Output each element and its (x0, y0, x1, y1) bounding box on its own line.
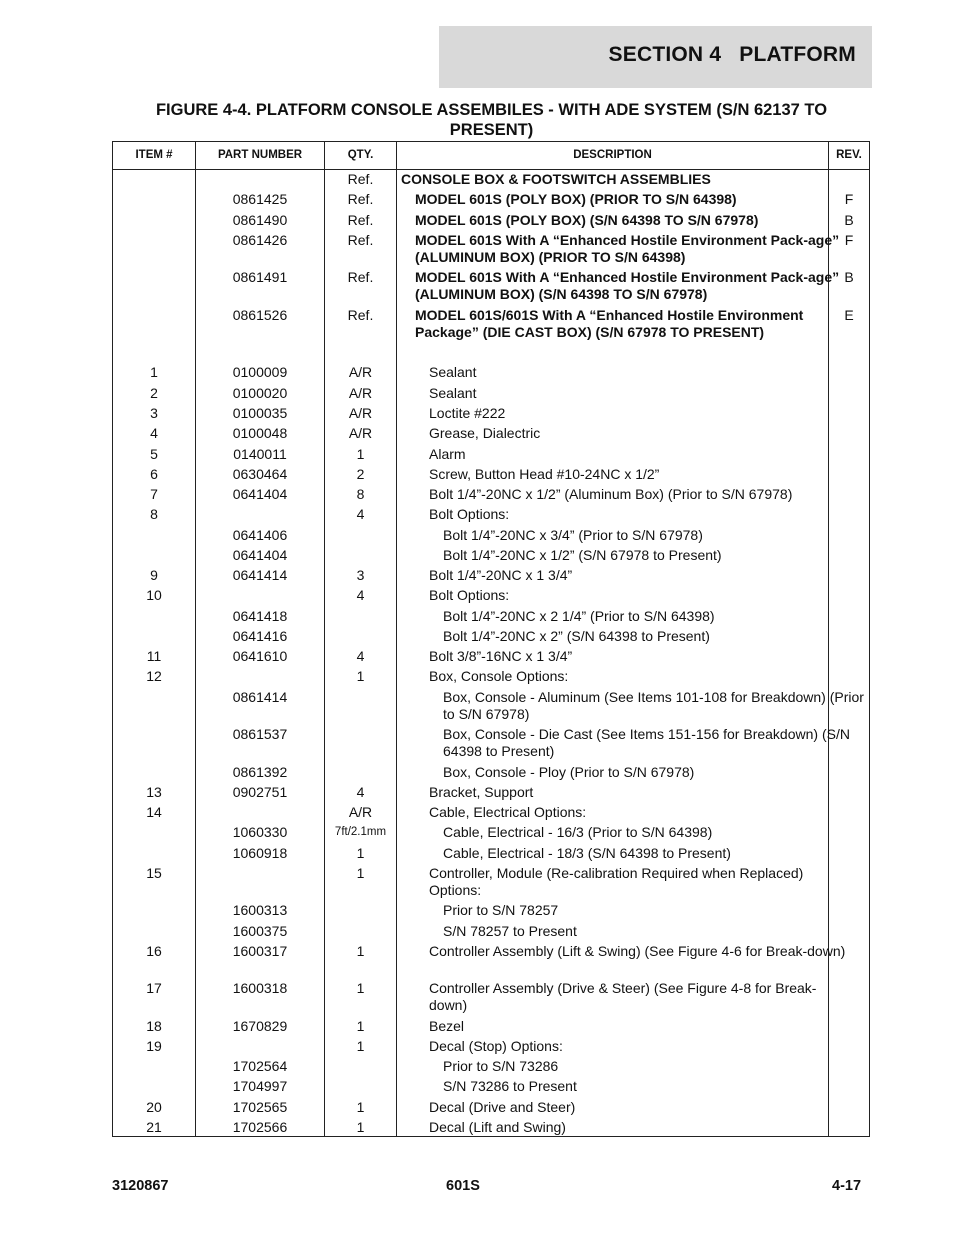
cell-qty: 1 (356, 865, 365, 881)
cell-desc: Box, Console - Aluminum (See Items 101-108 for Breakdown) (Prior to S/N 67978) (443, 689, 864, 722)
cell-desc: Prior to S/N 73286 (443, 1058, 559, 1074)
cell-part: 0861425 (232, 191, 288, 207)
cell-item: 16 (146, 943, 162, 959)
cell-qty: A/R (348, 425, 373, 441)
cell-part: 0861490 (232, 212, 288, 228)
cell-part: 0100020 (232, 385, 288, 401)
cell-item: 8 (150, 506, 158, 522)
cell-item: 10 (146, 587, 162, 603)
cell-part: 1702566 (232, 1119, 288, 1135)
cell-item: 1 (150, 364, 158, 380)
cell-qty: A/R (348, 385, 373, 401)
col-header-qty: QTY. (347, 149, 374, 161)
cell-desc: Bolt 1/4”-20NC x 2” (S/N 64398 to Present) (443, 628, 710, 644)
cell-qty: Ref. (347, 171, 374, 187)
cell-rev: E (844, 307, 854, 323)
cell-qty: 8 (356, 486, 365, 502)
model-name: 601S (446, 1178, 480, 1194)
cell-qty: 2 (356, 466, 365, 482)
cell-part: 0641406 (232, 527, 288, 543)
col-header-rev: REV. (836, 149, 862, 161)
cell-desc: Controller Assembly (Lift & Swing) (See Figure 4-6 for Break-down) (429, 943, 846, 959)
cell-desc: MODEL 601S (POLY BOX) (S/N 64398 TO S/N 67978) (415, 212, 759, 228)
cell-item: 5 (150, 446, 158, 462)
cell-part: 0902751 (232, 784, 288, 800)
cell-qty: A/R (348, 804, 373, 820)
cell-item: 19 (146, 1038, 162, 1054)
cell-qty: 1 (356, 668, 365, 684)
cell-desc: Decal (Drive and Steer) (429, 1099, 576, 1115)
cell-part: 1600313 (232, 902, 288, 918)
cell-part: 0641414 (232, 567, 288, 583)
cell-rev: F (844, 232, 854, 248)
cell-desc: Box, Console Options: (429, 668, 569, 684)
cell-part: 0861491 (232, 269, 288, 285)
cell-qty: 4 (356, 587, 365, 603)
cell-desc: MODEL 601S With A “Enhanced Hostile Environment Pack-age” (ALUMINUM BOX) (S/N 64398 TO S/N 67978) (415, 269, 840, 302)
header-divider (113, 169, 869, 170)
cell-part: 1600318 (232, 980, 288, 996)
cell-part: 0861526 (232, 307, 288, 323)
cell-desc: Screw, Button Head #10-24NC x 1/2” (429, 466, 660, 482)
cell-desc: S/N 73286 to Present (443, 1078, 577, 1094)
cell-desc: Bolt 1/4”-20NC x 2 1/4” (Prior to S/N 64398) (443, 608, 715, 624)
cell-item: 13 (146, 784, 162, 800)
cell-qty: 1 (356, 1119, 365, 1135)
cell-part: 1702564 (232, 1058, 288, 1074)
cell-part: 0861392 (232, 764, 288, 780)
cell-qty: 1 (356, 845, 365, 861)
page-number: 4-17 (832, 1178, 862, 1194)
section-title: SECTION 4 PLATFORM (608, 43, 856, 66)
cell-qty: 1 (356, 446, 365, 462)
cell-desc: Bolt Options: (429, 506, 510, 522)
cell-part: 1702565 (232, 1099, 288, 1115)
parts-table (112, 141, 870, 1137)
cell-item: 2 (150, 385, 158, 401)
cell-part: 0641610 (232, 648, 288, 664)
cell-desc: Sealant (429, 385, 477, 401)
cell-desc: CONSOLE BOX & FOOTSWITCH ASSEMBLIES (401, 171, 711, 187)
cell-desc: Bolt 1/4”-20NC x 1 3/4” (429, 567, 573, 583)
cell-desc: Cable, Electrical - 16/3 (Prior to S/N 64398) (443, 824, 713, 840)
col-header-description: DESCRIPTION (573, 149, 652, 161)
cell-part: 0641418 (232, 608, 288, 624)
cell-part: 0140011 (233, 446, 287, 462)
cell-item: 4 (150, 425, 158, 441)
cell-qty: 1 (356, 980, 365, 996)
cell-qty: 4 (356, 648, 365, 664)
cell-desc: Bolt 1/4”-20NC x 3/4” (Prior to S/N 67978) (443, 527, 703, 543)
cell-desc: Bezel (429, 1018, 465, 1034)
cell-qty: Ref. (347, 212, 374, 228)
cell-item: 15 (146, 865, 162, 881)
cell-item: 21 (146, 1119, 162, 1135)
cell-qty: Ref. (347, 307, 374, 323)
cell-desc: MODEL 601S (POLY BOX) (PRIOR TO S/N 64398) (415, 191, 737, 207)
cell-qty: 1 (356, 1018, 365, 1034)
cell-part: 0861414 (232, 689, 288, 705)
cell-qty: 7ft/2.1mm (334, 826, 387, 838)
cell-item: 9 (150, 567, 158, 583)
cell-part: 1704997 (232, 1078, 288, 1094)
cell-item: 6 (150, 466, 158, 482)
cell-qty: 1 (356, 1038, 365, 1054)
cell-desc: Bracket, Support (429, 784, 534, 800)
cell-item: 7 (150, 486, 158, 502)
cell-qty: 3 (356, 567, 365, 583)
cell-desc: MODEL 601S/601S With A “Enhanced Hostile Environment Package” (DIE CAST BOX) (S/N 67978 TO PRESENT) (415, 307, 804, 340)
column-divider (396, 142, 397, 1136)
cell-qty: 4 (356, 784, 365, 800)
cell-desc: Decal (Lift and Swing) (429, 1119, 566, 1135)
cell-part: 1060918 (232, 845, 288, 861)
cell-part: 0861537 (232, 726, 288, 742)
cell-rev: B (844, 212, 854, 228)
cell-part: 0100035 (232, 405, 288, 421)
figure-title: FIGURE 4-4. PLATFORM CONSOLE ASSEMBILES - WITH ADE SYSTEM (S/N 62137 TO PRESENT) (155, 101, 828, 139)
cell-desc: Bolt 1/4”-20NC x 1/2” (S/N 67978 to Present) (443, 547, 722, 563)
cell-desc: Alarm (429, 446, 466, 462)
cell-part: 0641404 (232, 486, 288, 502)
cell-item: 11 (146, 648, 162, 664)
cell-desc: Cable, Electrical - 18/3 (S/N 64398 to Present) (443, 845, 731, 861)
cell-item: 3 (150, 405, 158, 421)
cell-desc: Bolt 3/8”-16NC x 1 3/4” (429, 648, 573, 664)
cell-item: 17 (146, 980, 162, 996)
cell-desc: Box, Console - Ploy (Prior to S/N 67978) (443, 764, 695, 780)
cell-item: 12 (146, 668, 162, 684)
cell-qty: Ref. (347, 191, 374, 207)
cell-desc: Controller, Module (Re-calibration Required when Replaced) Options: (429, 865, 804, 898)
cell-desc: Decal (Stop) Options: (429, 1038, 563, 1054)
cell-qty: 4 (356, 506, 365, 522)
cell-part: 1600317 (232, 943, 288, 959)
cell-qty: 1 (356, 1099, 365, 1115)
cell-item: 14 (146, 804, 162, 820)
cell-desc: S/N 78257 to Present (443, 923, 577, 939)
cell-desc: Box, Console - Die Cast (See Items 151-156 for Breakdown) (S/N 64398 to Present) (443, 726, 850, 759)
cell-qty: Ref. (347, 269, 374, 285)
doc-number: 3120867 (112, 1178, 169, 1194)
cell-desc: Sealant (429, 364, 477, 380)
cell-part: 0641404 (232, 547, 288, 563)
cell-item: 20 (146, 1099, 162, 1115)
cell-qty: A/R (348, 364, 373, 380)
cell-part: 1670829 (232, 1018, 288, 1034)
cell-rev: B (844, 269, 854, 285)
cell-part: 1600375 (232, 923, 288, 939)
cell-desc: MODEL 601S With A “Enhanced Hostile Environment Pack-age” (ALUMINUM BOX) (PRIOR TO S/N 64398) (415, 232, 840, 265)
cell-desc: Grease, Dialectric (429, 425, 541, 441)
col-header-part-number: PART NUMBER (217, 149, 303, 161)
cell-part: 0100048 (232, 425, 288, 441)
cell-qty: 1 (356, 943, 365, 959)
cell-part: 0641416 (232, 628, 288, 644)
cell-desc: Cable, Electrical Options: (429, 804, 587, 820)
cell-desc: Controller Assembly (Drive & Steer) (See Figure 4-8 for Break-down) (429, 980, 817, 1013)
col-header-item: ITEM # (135, 149, 173, 161)
cell-part: 1060330 (232, 824, 288, 840)
cell-qty: Ref. (347, 232, 374, 248)
cell-desc: Loctite #222 (429, 405, 506, 421)
cell-rev: F (844, 191, 854, 207)
cell-part: 0861426 (232, 232, 288, 248)
cell-part: 0630464 (232, 466, 288, 482)
cell-desc: Prior to S/N 78257 (443, 902, 559, 918)
cell-item: 18 (146, 1018, 162, 1034)
section-header (439, 26, 872, 88)
cell-desc: Bolt 1/4”-20NC x 1/2” (Aluminum Box) (Prior to S/N 67978) (429, 486, 793, 502)
cell-qty: A/R (348, 405, 373, 421)
cell-desc: Bolt Options: (429, 587, 510, 603)
cell-part: 0100009 (232, 364, 288, 380)
